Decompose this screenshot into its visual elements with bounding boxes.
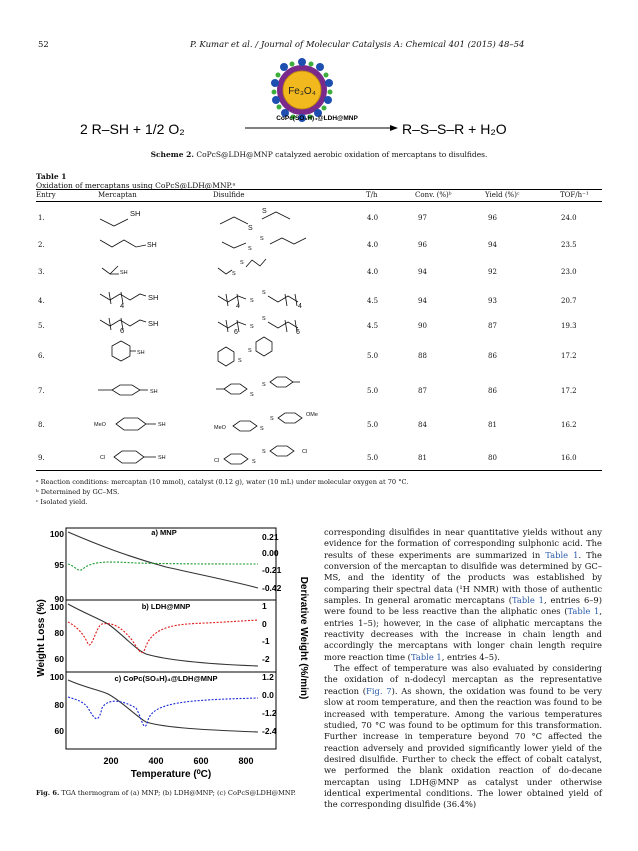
paragraph-2: The effect of temperature was also evaluated by considering the oxidation of n-dodecyl mercaptan as the representative reaction (Fig. 7). As shown, the oxidation was found to be very slow at room temperature, and then the reaction was found to be increased with temperature. Among the various temperatures studied, 70 °C was found to be optimum for this transformation. Further increase in temperature beyond 70 °C affected the reaction adversely and provided significantly lower yield of the desired disulfide. Further to check the effect of cobalt catalyst, we performed the blank oxidation reaction of do-decane mercaptan using LDH@MNP as catalyst under otherwise identical experimental conditions. The lower obtained yield of the corresponding disulfide (36.4%) <box>324 663 603 810</box>
y-right-tick-label: 0 <box>262 619 267 629</box>
scheme-2-graphic <box>80 56 550 146</box>
table-title: Oxidation of mercaptans using CoPcS@LDH@MNP.ᵃ <box>36 181 236 190</box>
scheme-reactant: 2 R–SH + 1/2 O₂ <box>80 121 185 137</box>
tga-thermogram <box>36 522 309 782</box>
scheme-product: R–S–S–R + H₂O <box>402 121 507 137</box>
svg-text:SH: SH <box>137 350 145 356</box>
svg-text:MeO: MeO <box>94 422 106 428</box>
table-1-link[interactable]: Table 1 <box>511 595 544 606</box>
y-right-tick-label: -0.21 <box>262 565 282 575</box>
svg-text:6: 6 <box>234 329 238 336</box>
y-right-tick-label: -2.4 <box>262 726 277 736</box>
structure-drawings <box>90 202 350 472</box>
y-left-tick-label: 90 <box>54 594 64 604</box>
col-header-entry: Entry <box>36 191 56 199</box>
svg-text:S: S <box>232 271 236 277</box>
y-right-tick-label: 1 <box>262 601 267 611</box>
table-bottom-rule <box>36 470 602 471</box>
y-left-tick-label: 100 <box>49 529 64 539</box>
svg-text:Cl: Cl <box>214 458 220 464</box>
panel-label-b: b) LDH@MNP <box>141 602 191 611</box>
svg-text:4: 4 <box>298 303 302 310</box>
panel-label-a: a) MNP <box>151 528 177 537</box>
table-1-link[interactable]: Table 1 <box>567 606 600 617</box>
body-text-column <box>324 527 602 811</box>
y-left-tick-label: 80 <box>54 628 64 638</box>
svg-text:SH: SH <box>120 270 128 276</box>
col-header-tof: TOF/h⁻¹ <box>560 191 589 199</box>
figure-caption: Fig. 6. TGA thermogram of (a) MNP; (b) LDH@MNP; (c) CoPcS@LDH@MNP. <box>36 789 296 797</box>
svg-text:SH: SH <box>150 389 158 395</box>
svg-text:Cl: Cl <box>100 455 106 461</box>
table-note-a: ᵃ Reaction conditions: mercaptan (10 mmol), catalyst (0.12 g), water (10 mL) under molecular oxygen at 70 °C. <box>36 478 409 486</box>
svg-text:SH: SH <box>148 319 159 328</box>
y-right-tick-label: 0.0 <box>262 690 274 700</box>
svg-text:S: S <box>248 246 252 252</box>
y-right-tick-label: 0.00 <box>262 548 279 558</box>
col-header-mercaptan: Mercaptan <box>98 191 137 199</box>
nanoparticle-icon <box>271 58 333 122</box>
fig-7-link[interactable]: Fig. 7 <box>366 685 392 696</box>
table-note-c: ᶜ Isolated yield. <box>36 497 88 506</box>
col-header-yield: Yield (%)ᶜ <box>485 191 520 199</box>
y-axis-label-right: Derivative Weight (%/min) <box>298 576 309 700</box>
page-number: 52 <box>38 40 49 50</box>
y-right-tick-label: -0.42 <box>262 583 282 593</box>
svg-text:S: S <box>262 316 266 322</box>
x-tick-label: 200 <box>103 756 119 766</box>
svg-text:6: 6 <box>296 329 300 336</box>
svg-text:SH: SH <box>158 455 166 461</box>
col-header-time: T/h <box>366 191 378 199</box>
svg-text:S: S <box>250 298 254 304</box>
svg-text:S: S <box>260 236 264 242</box>
panel-label-c: c) CoPc(SO₃H)₄@LDH@MNP <box>114 674 218 683</box>
x-tick-label: 400 <box>148 756 164 766</box>
svg-text:Cl: Cl <box>302 449 308 455</box>
svg-text:S: S <box>238 358 242 364</box>
y-left-tick-label: 60 <box>54 654 64 664</box>
x-tick-label: 600 <box>193 756 209 766</box>
svg-text:SH: SH <box>130 209 141 218</box>
x-axis-label: Temperature (⁰C) <box>130 769 212 780</box>
svg-text:MeO: MeO <box>214 425 226 431</box>
x-tick-label: 800 <box>238 756 254 766</box>
table-1-link[interactable]: Table 1 <box>545 549 579 560</box>
svg-text:S: S <box>250 324 254 330</box>
svg-text:OMe: OMe <box>306 412 318 418</box>
y-right-tick-label: 0.21 <box>262 532 279 542</box>
scheme-caption: Scheme 2. CoPcS@LDH@MNP catalyzed aerobic oxidation of mercaptans to disulfides. <box>150 150 488 159</box>
y-right-tick-label: -2 <box>262 654 270 664</box>
y-left-tick-label: 100 <box>49 672 64 682</box>
svg-text:S: S <box>270 416 274 422</box>
table-1-link[interactable]: Table 1 <box>410 651 442 662</box>
svg-text:S: S <box>248 348 252 354</box>
y-left-tick-label: 60 <box>54 726 64 736</box>
table-notes <box>36 478 408 507</box>
y-left-tick-label: 100 <box>49 602 64 612</box>
svg-text:6: 6 <box>120 326 125 335</box>
svg-text:S: S <box>262 290 266 296</box>
table-label: Table 1 <box>36 172 67 181</box>
svg-text:4: 4 <box>120 301 125 310</box>
svg-text:S: S <box>248 225 253 232</box>
y-right-tick-label: -1.2 <box>262 708 277 718</box>
svg-text:SH: SH <box>148 293 159 302</box>
table-top-rule <box>36 189 602 190</box>
svg-text:S: S <box>262 449 266 455</box>
col-header-conversion: Conv. (%)ᵇ <box>415 191 452 199</box>
scheme-catalyst: CoPc(SO₃H)₄@LDH@MNP <box>276 115 358 122</box>
svg-text:4: 4 <box>236 303 240 310</box>
y-right-tick-label: 1.2 <box>262 672 274 682</box>
svg-text:S: S <box>260 426 264 432</box>
svg-text:S: S <box>262 382 266 388</box>
col-header-disulfide: Disulfide <box>213 191 245 199</box>
paragraph-1: corresponding disulfides in near quantitative yields without any evidence for the formation of corresponding sulphonic acid. The results of these experiments are summarized in Table 1. The conversion of the mercaptan to disulfide was determined by GC–MS, and the identity of the products was established by comparing their spectral data (¹H NMR) with those of authentic samples. In general aromatic mercaptans (Table 1, entries 6–9) were found to be less reactive than the aliphatic ones (Table 1, entries 1–5); however, in the case of aliphatic mercaptans the reactivity decreases with the increase in chain length and accordingly the mercaptans with longer chain length require more reaction time (Table 1, entries 4–5). <box>324 527 602 662</box>
y-right-tick-label: -1 <box>262 636 270 646</box>
y-left-tick-label: 95 <box>54 560 64 570</box>
svg-text:S: S <box>262 208 267 215</box>
svg-text:S: S <box>250 392 254 398</box>
y-axis-label-left: Weight Loss (%) <box>36 599 47 677</box>
svg-text:S: S <box>252 459 256 465</box>
svg-text:SH: SH <box>158 422 166 428</box>
core-label: Fe₃O₄ <box>288 86 316 97</box>
y-left-tick-label: 80 <box>54 700 64 710</box>
table-note-b: ᵇ Determined by GC–MS. <box>36 487 120 496</box>
journal-header: P. Kumar et al. / Journal of Molecular Catalysis A: Chemical 401 (2015) 48–54 <box>190 40 525 50</box>
svg-text:SH: SH <box>147 242 157 249</box>
svg-text:S: S <box>240 260 244 266</box>
